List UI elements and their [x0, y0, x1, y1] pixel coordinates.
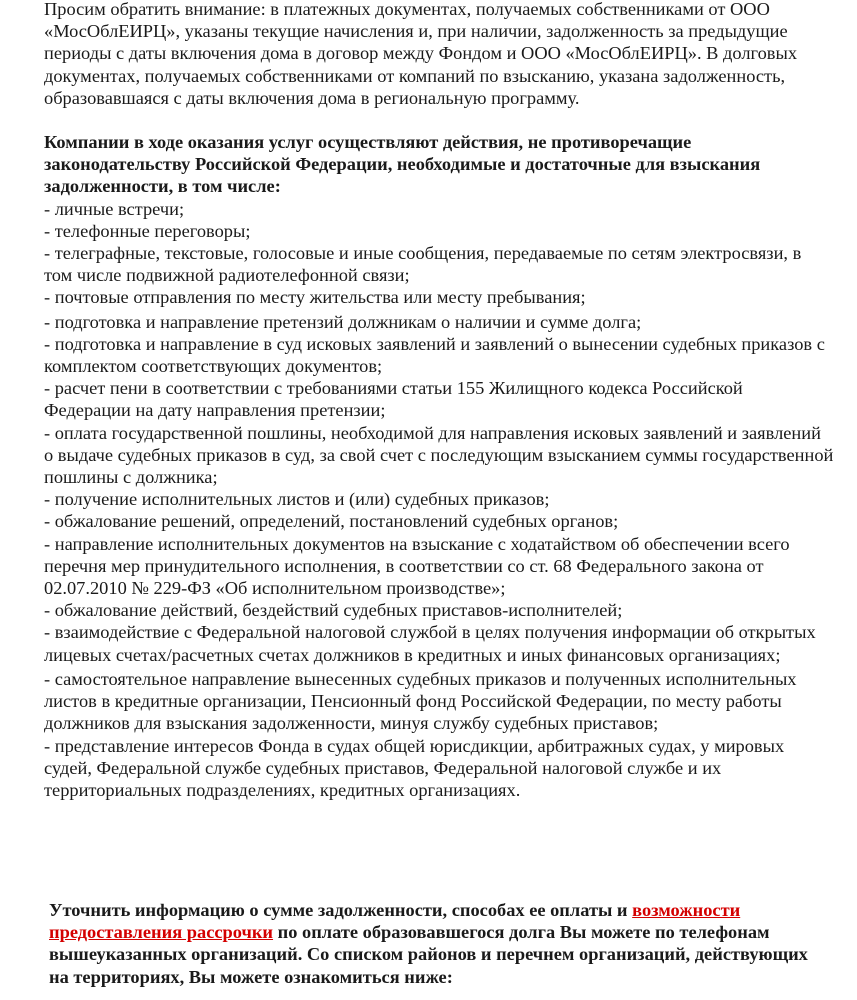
footer-text-after-link: по оплате образовавшегося долга Вы можете по телефонам вышеуказанных организаций. Со списком районов и перечнем организаций, действующих на территориях, Вы можете ознакомиться ниже: [49, 922, 808, 987]
list-item: - расчет пени в соответствии с требованиями статьи 155 Жилищного кодекса Российской Федерации на дату направления претензии; [44, 378, 743, 421]
list-item: - личные встречи; [44, 198, 185, 219]
paragraph-gap [44, 109, 834, 131]
list-item: - подготовка и направление в суд исковых заявлений и заявлений о вынесении судебных приказов с комплектом соответствующих документов; [44, 333, 825, 377]
list-item: - самостоятельное направление вынесенных судебных приказов и полученных исполнительных листов в кредитные организации, Пенсионный фонд Российской Федерации, по месту работы должников для взыскания задолженности, минуя службу судебных приставов; [44, 668, 797, 734]
document-body [44, 0, 834, 801]
actions-list [44, 198, 834, 801]
list-item: - получение исполнительных листов и (или) судебных приказов; [44, 489, 550, 510]
services-heading: Компании в ходе оказания услуг осуществляют действия, не противоречащие законодательству Российской Федерации, необходимые и достаточные для взыскания задолженности, в том числе: [44, 132, 761, 197]
contact-info-paragraph [49, 899, 819, 988]
list-item: - подготовка и направление претензий должникам о наличии и сумме долга; [44, 311, 642, 332]
list-item: - представление интересов Фонда в судах общей юрисдикции, арбитражных судах, у мировых судей, Федеральной службе судебных приставов, Федеральной налоговой службе и их территориальных подразделениях, кредитных организациях. [44, 735, 785, 800]
list-item: - взаимодействие с Федеральной налоговой службой в целях получения информации об открытых лицевых счетах/расчетных счетах должников в кредитных и иных финансовых организациях; [44, 622, 816, 665]
list-item: - обжалование действий, бездействий судебных приставов-исполнителей; [44, 600, 623, 621]
list-item: - направление исполнительных документов на взыскание с ходатайством об обеспечении всего перечня мер принудительного исполнения, в соответствии со ст. 68 Федерального закона от 02.07.2010 № 229-ФЗ «Об исполнительном производстве»; [44, 533, 790, 599]
footer-text-before-link: Уточнить информацию о сумме задолженности, способах ее оплаты и [49, 900, 633, 920]
list-item: - почтовые отправления по месту жительства или месту пребывания; [44, 287, 586, 308]
list-item: - телефонные переговоры; [44, 220, 251, 241]
intro-paragraph: Просим обратить внимание: в платежных документах, получаемых собственниками от ООО «МосОблЕИРЦ», указаны текущие начисления и, при наличии, задолженность за предыдущие периоды с даты включения дома в договор между Фондом и ООО «МосОблЕИРЦ». В долговых документах, получаемых собственниками от компаний по взысканию, указана задолженность, образовавшаяся с даты включения дома в региональную программу. [44, 0, 798, 108]
list-item: - оплата государственной пошлины, необходимой для направления исковых заявлений и заявлений о выдаче судебных приказов в суд, за свой счет с последующим взысканием суммы государственной пошлины с должника; [44, 422, 834, 488]
installment-plan-link[interactable]: возможности предоставления рассрочки [49, 900, 741, 943]
list-item: - телеграфные, текстовые, голосовые и иные сообщения, передаваемые по сетям электросвязи, в том числе подвижной радиотелефонной связи; [44, 243, 802, 286]
list-item: - обжалование решений, определений, постановлений судебных органов; [44, 511, 619, 532]
